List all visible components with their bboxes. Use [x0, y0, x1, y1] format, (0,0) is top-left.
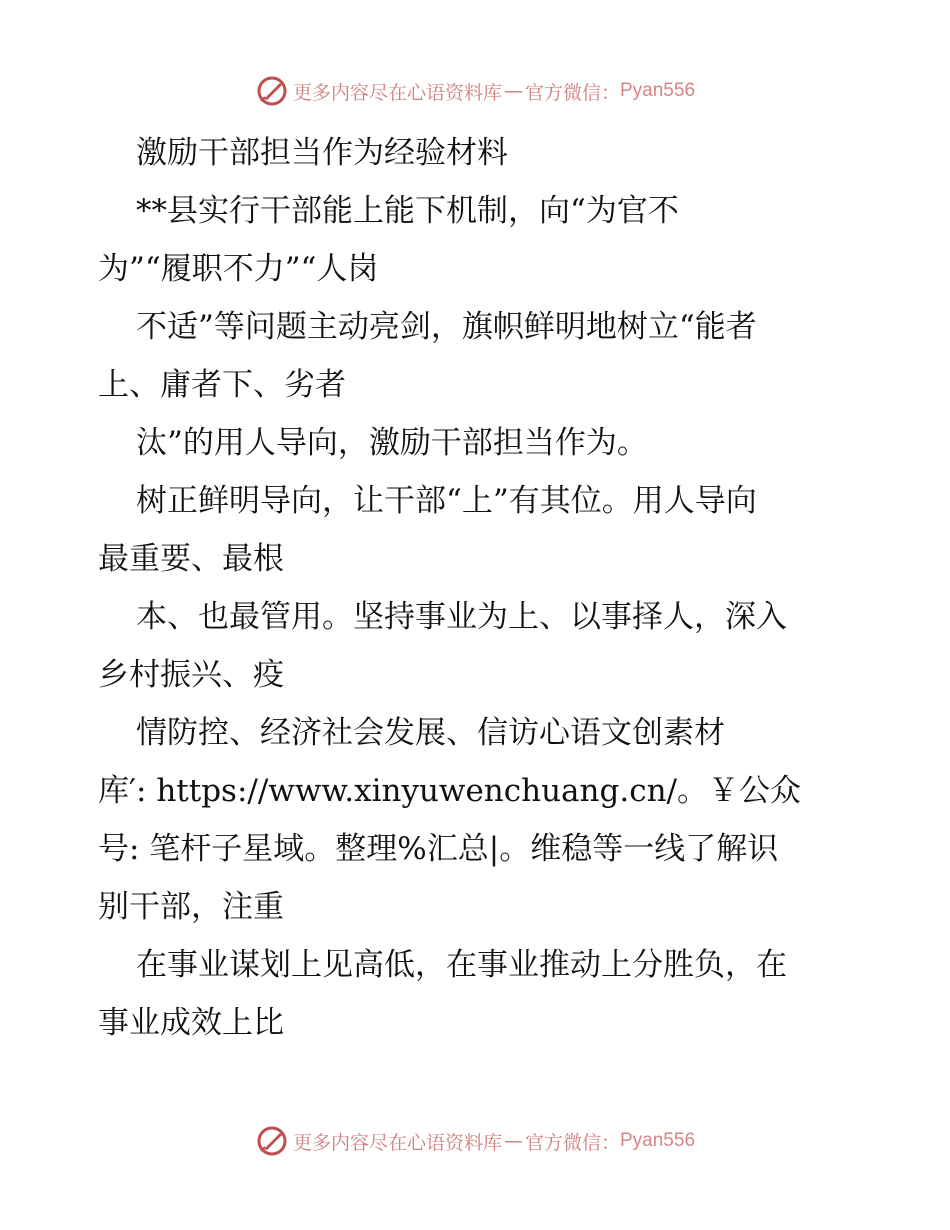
paragraph-line: 汰”的用人导向，激励干部担当作为。 [136, 425, 648, 461]
banner-dash: — [503, 80, 523, 102]
header-banner [0, 74, 950, 108]
paragraph-line: 最重要、最根 [98, 541, 284, 577]
document-body [98, 124, 858, 1052]
banner-text: 更多内容尽在心语资料库 [292, 1131, 502, 1154]
banner-wechat-id: Pyan556 [620, 80, 696, 101]
quill-logo-icon [255, 1124, 289, 1158]
paragraph-line: 号: 笔杆子星域。整理%汇总|。维稳等一线了解识 [98, 831, 779, 867]
paragraph-line: 情防控、经济社会发展、信访心语文创素材 [136, 715, 725, 751]
paragraph-line: 上、庸者下、劣者 [98, 367, 346, 403]
paragraph-line-url: 库′: https://www.xinyuwenchuang.cn/。￥公众 [98, 773, 801, 809]
banner-wechat-id: Pyan556 [620, 1130, 696, 1151]
paragraph-line: 不适”等问题主动亮剑，旗帜鲜明地树立“能者 [136, 309, 757, 345]
quill-logo-icon [255, 74, 289, 108]
footer-banner [0, 1124, 950, 1158]
paragraph-line: 乡村振兴、疫 [98, 657, 284, 693]
paragraph-line: **县实行干部能上能下机制，向“为官不 [136, 193, 679, 229]
banner-text: 更多内容尽在心语资料库 [292, 81, 502, 104]
paragraph-line: 树正鲜明导向，让干部“上”有其位。用人导向 [136, 483, 757, 519]
paragraph-line: 为”“履职不力”“人岗 [98, 251, 379, 287]
paragraph-line: 在事业谋划上见高低，在事业推动上分胜负，在 [136, 947, 787, 983]
paragraph-line: 事业成效上比 [98, 1005, 284, 1041]
banner-wechat-label: 官方微信： [524, 81, 620, 104]
paragraph-line: 本、也最管用。坚持事业为上、以事择人，深入 [136, 599, 787, 635]
paragraph-line: 别干部，注重 [98, 889, 284, 925]
banner-wechat-label: 官方微信： [524, 1131, 620, 1154]
banner-dash: — [503, 1130, 523, 1152]
document-title: 激励干部担当作为经验材料 [136, 135, 508, 171]
